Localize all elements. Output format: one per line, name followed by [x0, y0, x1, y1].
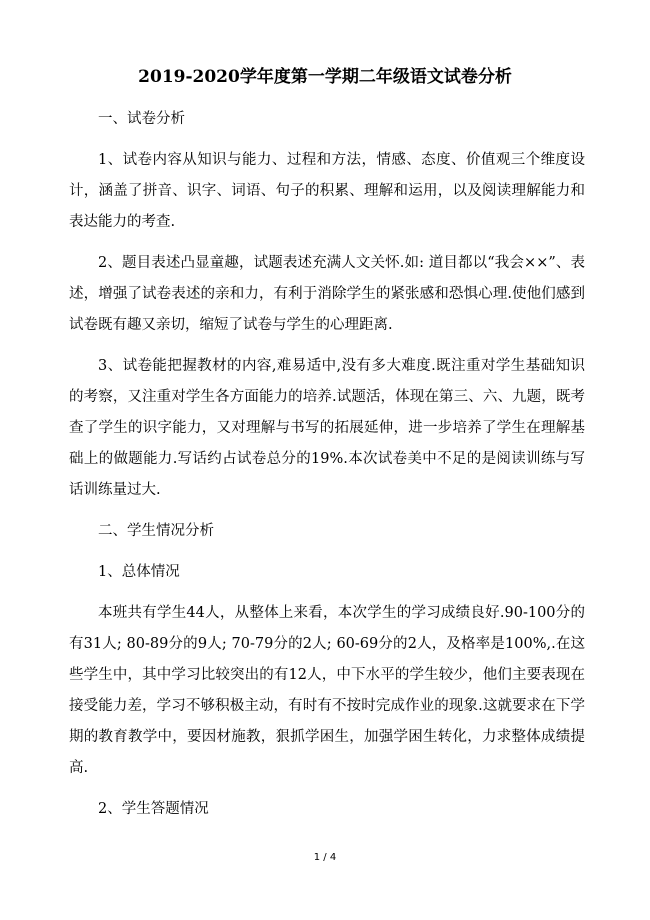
document-title: 2019-2020学年度第一学期二年级语文试卷分析 — [138, 67, 512, 87]
document-body — [69, 104, 585, 835]
page-number: 1 / 4 — [313, 852, 337, 863]
section-heading-student-analysis: 二、学生情况分析 — [98, 523, 214, 539]
section-heading-test-analysis: 一、试卷分析 — [98, 111, 185, 127]
paragraph-class-results: 本班共有学生44人，从整体上来看，本次学生的学习成绩良好.90-100分的有31人; 80-89分的9人; 70-79分的2人; 60-69分的2人，及格率是100%,.在这些学生中，其中学习比较突出的有12人，中下水平的学生较少，他们主要表现在接受能力差，学习不够积极主动，有时有不按时完成作业的现象.这就要求在下学期的教育教学中，要因材施教，狠抓学困生，加强学困生转化，力求整体成绩提高. — [69, 605, 585, 776]
paragraph-question-style: 2、题目表述凸显童趣，试题表述充满人文关怀.如: 道目都以“我会××”、表述，增强了试卷表述的亲和力，有利于消除学生的紧张感和恐惧心理.使他们感到试卷既有趣又亲切，缩短了试卷与学生的心理距离. — [69, 255, 585, 333]
subheading-answer-situation: 2、学生答题情况 — [98, 801, 209, 817]
subheading-overall-situation: 1、总体情况 — [98, 564, 180, 580]
paragraph-test-content: 1、试卷内容从知识与能力、过程和方法，情感、态度、价值观三个维度设计，涵盖了拼音、识字、词语、句子的积累、理解和运用，以及阅读理解能力和表达能力的考查. — [69, 152, 585, 230]
paragraph-curriculum-coverage: 3、试卷能把握教材的内容,难易适中,没有多大难度.既注重对学生基础知识的考察，又注重对学生各方面能力的培养.试题活，体现在第三、六、九题，既考查了学生的识字能力，又对理解与书写的拓展延伸，进一步培养了学生在理解基础上的做题能力.写话约占试卷总分的19%.本次试卷美中不足的是阅读训练与写话训练量过大. — [69, 358, 585, 498]
